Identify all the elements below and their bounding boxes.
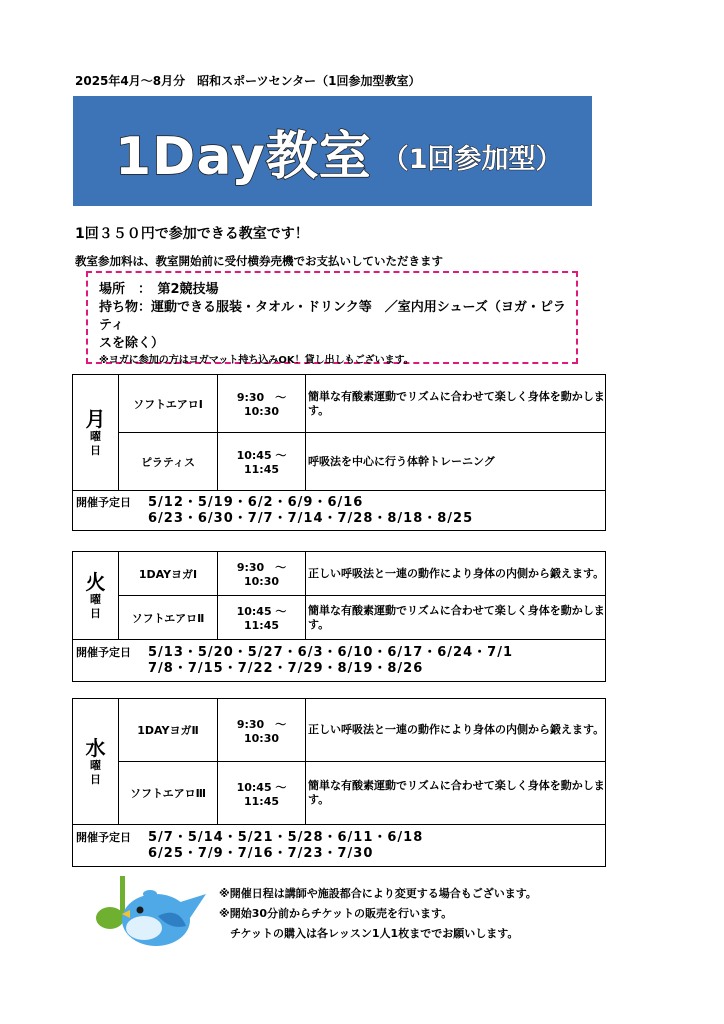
schedule-table-tuesday	[72, 551, 606, 682]
dates-list	[148, 645, 513, 677]
dates-line-2: 7/8・7/15・7/22・7/29・8/19・8/26	[148, 660, 424, 676]
bird-music-note-icon	[86, 874, 212, 952]
day-label: 月	[85, 406, 106, 431]
class-row	[73, 699, 606, 762]
class-name: ソフトエアロⅡ	[119, 596, 218, 640]
class-description: 簡単な有酸素運動でリズムに合わせて楽しく身体を動かします。	[306, 762, 606, 825]
dates-cell	[73, 640, 606, 682]
fee-line: 1回３５０円で参加できる教室です！	[75, 226, 309, 242]
schedule-table-monday	[72, 374, 606, 531]
class-time: 10:45 ～ 11:45	[218, 433, 306, 491]
dates-label: 開催予定日	[76, 495, 131, 509]
class-row	[73, 596, 606, 640]
dates-row	[73, 640, 606, 682]
dates-label: 開催予定日	[76, 645, 131, 659]
schedule-table-wednesday	[72, 698, 606, 867]
class-row	[73, 433, 606, 491]
items-line-1: 持ち物：運動できる服装・タオル・ドリンク等 ／室内用シューズ（ヨガ・ピラティ	[99, 300, 566, 333]
yoga-mat-note: ※ヨガに参加の方はヨガマット持ち込みOK！貸し出しもございます。	[99, 355, 414, 366]
class-row	[73, 762, 606, 825]
youbi-label-1: 曜	[90, 592, 101, 606]
day-cell	[73, 552, 119, 640]
dates-line-2: 6/23・6/30・7/7・7/14・7/28・8/18・8/25	[148, 510, 474, 526]
dates-label: 開催予定日	[76, 830, 131, 844]
class-name: 1DAYヨガⅡ	[119, 699, 218, 762]
class-time: 9:30 ～ 10:30	[218, 552, 306, 596]
youbi-label-2: 日	[90, 772, 101, 786]
dates-cell	[73, 825, 606, 867]
banner-subtitle: （1回参加型）	[381, 143, 563, 175]
class-row	[73, 375, 606, 433]
notice-ticket-limit: チケットの購入は各レッスン1人1枚まででお願いします。	[219, 927, 519, 940]
class-description: 簡単な有酸素運動でリズムに合わせて楽しく身体を動かします。	[306, 375, 606, 433]
class-time: 9:30 ～ 10:30	[218, 375, 306, 433]
class-description: 正しい呼吸法と一連の動作により身体の内側から鍛えます。	[306, 699, 606, 762]
dates-list	[148, 495, 473, 527]
info-box	[86, 271, 578, 364]
youbi-label-2: 日	[90, 606, 101, 620]
dates-list	[148, 830, 423, 862]
dates-row	[73, 491, 606, 531]
payment-line: 教室参加料は、教室開始前に受付横券売機でお支払いしていただきます	[75, 254, 443, 268]
class-name: ピラティス	[119, 433, 218, 491]
class-description: 呼吸法を中心に行う体幹トレーニング	[306, 433, 606, 491]
class-description: 簡単な有酸素運動でリズムに合わせて楽しく身体を動かします。	[306, 596, 606, 640]
banner-title: 1Day教室	[115, 126, 372, 187]
day-cell	[73, 375, 119, 491]
day-label: 水	[85, 735, 106, 760]
class-time: 9:30 ～ 10:30	[218, 699, 306, 762]
day-cell	[73, 699, 119, 825]
bluebird-icon	[122, 890, 206, 946]
class-name: ソフトエアロⅢ	[119, 762, 218, 825]
title-banner	[73, 96, 592, 206]
dates-cell	[73, 491, 606, 531]
youbi-label-1: 曜	[90, 429, 101, 443]
dates-line-1: 5/13・5/20・5/27・6/3・6/10・6/17・6/24・7/1	[148, 644, 513, 660]
youbi-label-2: 日	[90, 443, 101, 457]
dates-line-1: 5/12・5/19・6/2・6/9・6/16	[148, 494, 364, 510]
class-time: 10:45 ～ 11:45	[218, 762, 306, 825]
class-name: 1DAYヨガⅠ	[119, 552, 218, 596]
document-header: 2025年4月～8月分 昭和スポーツセンター（1回参加型教室）	[75, 74, 421, 88]
class-row	[73, 552, 606, 596]
dates-line-2: 6/25・7/9・7/16・7/23・7/30	[148, 845, 374, 861]
venue-line: 場所 ： 第2競技場	[99, 282, 219, 297]
dates-row	[73, 825, 606, 867]
day-label: 火	[85, 569, 106, 594]
notice-ticket-sales: ※開始30分前からチケットの販売を行います。	[219, 907, 453, 920]
items-line-2: スを除く）	[99, 336, 165, 351]
class-name: ソフトエアロⅠ	[119, 375, 218, 433]
youbi-label-1: 曜	[90, 758, 101, 772]
music-note-icon	[96, 876, 125, 929]
dates-line-1: 5/7・5/14・5/21・5/28・6/11・6/18	[148, 829, 424, 845]
notice-schedule-change: ※開催日程は講師や施設都合により変更する場合もございます。	[219, 887, 537, 900]
class-time: 10:45 ～ 11:45	[218, 596, 306, 640]
class-description: 正しい呼吸法と一連の動作により身体の内側から鍛えます。	[306, 552, 606, 596]
